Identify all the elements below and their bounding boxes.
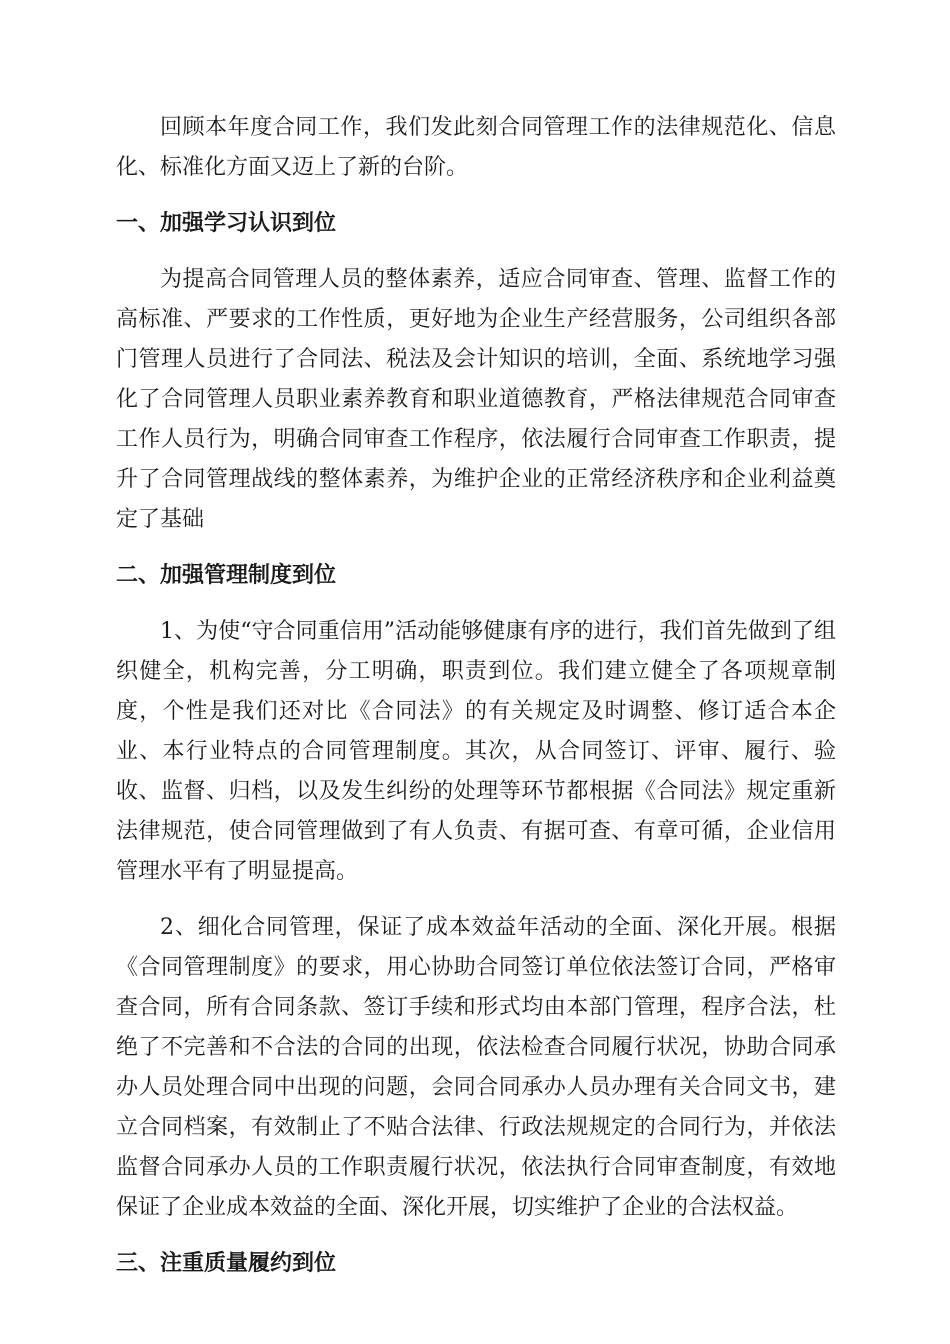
section-heading-2: 二、加强管理制度到位 — [116, 563, 337, 588]
section-2-paragraph-2: 2、细化合同管理，保证了成本效益年活动的全面、深化开展。根据《合同管理制度》的要求，用心协助合同签订单位依法签订合同，严格审查合同，所有合同条款、签订手续和形式均由本部门管理，程序合法，杜绝了不完善和不合法的合同的出现，依法检查合同履行状况，协助合同承办人员处理合同中出现的问题，会同合同承办人员办理有关合同文书，建立合同档案，有效制止了不贴合法律、行政法规规定的合同行为，并依法监督合同承办人员的工作职责履行状况，依法执行合同审查制度，有效地保证了企业成本效益的全面、深化开展，切实维护了企业的合法权益。 — [116, 915, 836, 1220]
document-body — [116, 108, 836, 1300]
intro-paragraph: 回顾本年度合同工作，我们发此刻合同管理工作的法律规范化、信息化、标准化方面又迈上了新的台阶。 — [116, 115, 836, 180]
section-1-paragraph-1: 为提高合同管理人员的整体素养，适应合同审查、管理、监督工作的高标准、严要求的工作性质，更好地为企业生产经营服务，公司组织各部门管理人员进行了合同法、税法及会计知识的培训，全面、系统地学习强化了合同管理人员职业素养教育和职业道德教育，严格法律规范合同审查工作人员行为，明确合同审查工作程序，依法履行合同审查工作职责，提升了合同管理战线的整体素养，为维护企业的正常经济秩序和企业利益奠定了基础 — [116, 267, 836, 532]
section-heading-3: 三、注重质量履约到位 — [116, 1251, 337, 1276]
section-2-paragraph-1: 1、为使“守合同重信用”活动能够健康有序的进行，我们首先做到了组织健全，机构完善，分工明确，职责到位。我们建立健全了各项规章制度，个性是我们还对比《合同法》的有关规定及时调整、修订适合本企业、本行业特点的合同管理制度。其次，从合同签订、评审、履行、验收、监督、归档，以及发生纠纷的处理等环节都根据《合同法》规定重新法律规范，使合同管理做到了有人负责、有据可查、有章可循，企业信用管理水平有了明显提高。 — [116, 619, 836, 884]
section-heading-1: 一、加强学习认识到位 — [116, 211, 337, 236]
